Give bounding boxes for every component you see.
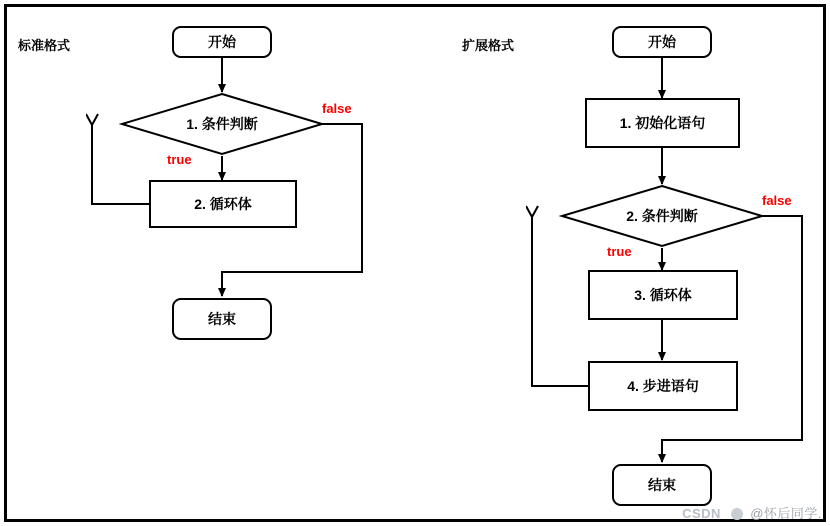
node-standard-start[interactable]: 开始: [172, 26, 272, 58]
edge-label-standard-false: false: [322, 101, 352, 116]
node-extended-start[interactable]: 开始: [612, 26, 712, 58]
watermark-csdn: CSDN: [682, 506, 721, 521]
edge-label-standard-true: true: [167, 152, 192, 167]
node-standard-condition-label: 1. 条件判断: [186, 116, 258, 132]
panel-title-extended: 扩展格式: [462, 38, 515, 53]
edge-label-extended-true: true: [607, 244, 632, 259]
node-extended-condition-label: 2. 条件判断: [626, 208, 698, 224]
node-standard-end[interactable]: 结束: [172, 298, 272, 340]
node-extended-step[interactable]: 4. 步进语句: [588, 361, 738, 411]
watermark-author: @怀后同学.: [750, 506, 822, 521]
node-extended-end[interactable]: 结束: [612, 464, 712, 506]
node-standard-body[interactable]: 2. 循环体: [149, 180, 297, 228]
watermark-avatar-icon: [731, 508, 743, 520]
diagram-border: [4, 4, 826, 522]
watermark: [682, 503, 822, 522]
node-standard-condition[interactable]: [122, 94, 322, 154]
panel-title-standard: 标准格式: [18, 38, 71, 53]
node-extended-condition[interactable]: [562, 186, 762, 246]
edge-label-extended-false: false: [762, 193, 792, 208]
node-extended-body[interactable]: 3. 循环体: [588, 270, 738, 320]
node-extended-init[interactable]: 1. 初始化语句: [585, 98, 740, 148]
